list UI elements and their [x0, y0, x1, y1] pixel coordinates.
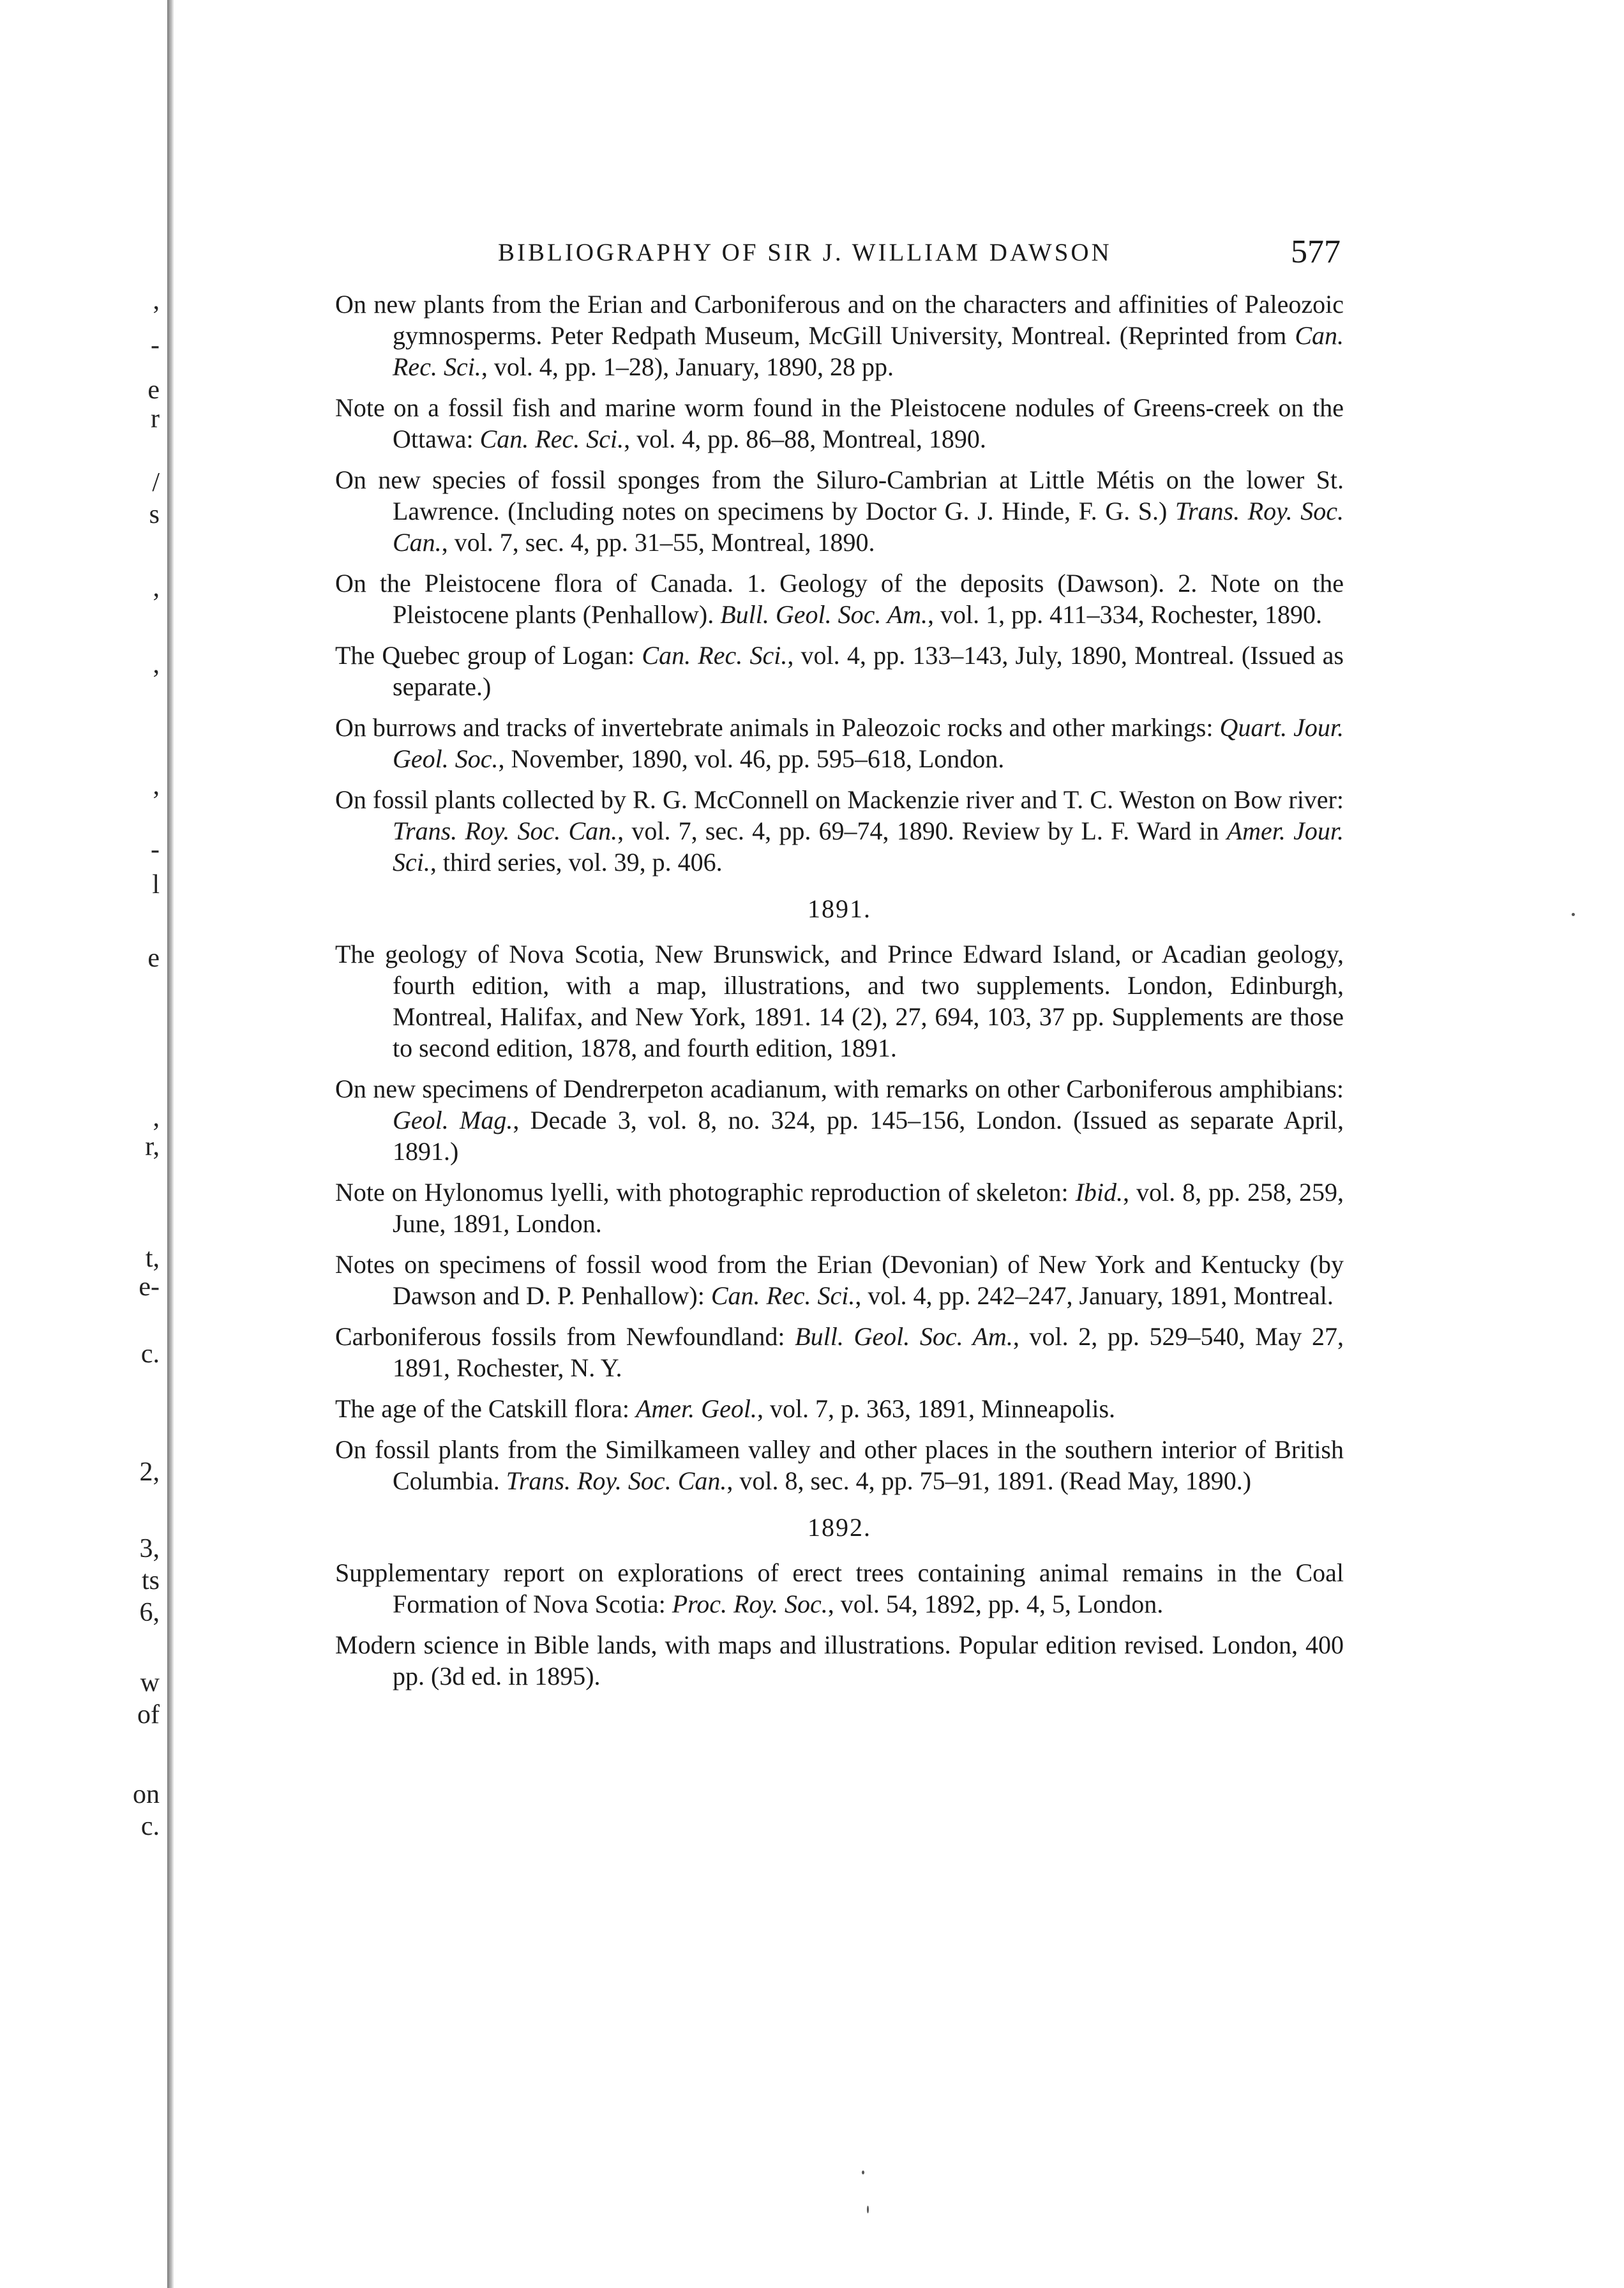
journal-citation: Amer. Geol. [635, 1394, 757, 1423]
facing-page-fragment: , [153, 573, 160, 603]
facing-page-fragment: l [152, 870, 160, 899]
bibliography-entry: The Quebec group of Logan: Can. Rec. Sci., vol. 4, pp. 133–143, July, 1890, Montreal. (Issued as separate.) [335, 641, 1344, 701]
bibliography-entry: Supplementary report on explorations of erect trees containing animal remains in the Coal Formation of Nova Scotia: Proc. Roy. Soc., vol. 54, 1892, pp. 4, 5, London. [335, 1558, 1344, 1618]
facing-page-fragment: , [153, 650, 160, 679]
facing-page-fragments [0, 0, 160, 2288]
bibliography-entry: On fossil plants from the Similkameen valley and other places in the southern interior of British Columbia. Trans. Roy. Soc. Can., vol. 8, sec. 4, pp. 75–91, 1891. (Read May, 1890.) [335, 1435, 1344, 1495]
facing-page-fragment: 2, [139, 1457, 160, 1487]
facing-page-fragment: e [147, 375, 160, 405]
journal-citation: Can. Rec. Sci. [393, 321, 1344, 381]
facing-page-fragment: , [153, 1103, 160, 1133]
facing-page-fragment: - [151, 331, 160, 360]
running-title: BIBLIOGRAPHY OF SIR J. WILLIAM DAWSON [498, 239, 1112, 266]
bibliography-entry: Note on Hylonomus lyelli, with photographic reproduction of skeleton: Ibid., vol. 8, pp. 258, 259, June, 1891, London. [335, 1178, 1344, 1238]
bibliography-entry: The age of the Catskill flora: Amer. Geol., vol. 7, p. 363, 1891, Minneapolis. [335, 1394, 1116, 1423]
journal-citation: Trans. Roy. Soc. Can. [393, 817, 618, 845]
journal-citation: Quart. Jour. Geol. Soc. [393, 713, 1344, 773]
journal-citation: Bull. Geol. Soc. Am. [795, 1322, 1013, 1351]
facing-page-fragment: , [153, 771, 160, 801]
bibliography-entry: Carboniferous fossils from Newfoundland: Bull. Geol. Soc. Am., vol. 2, pp. 529–540, May 27, 1891, Rochester, N. Y. [335, 1322, 1344, 1382]
bibliography-entry: On the Pleistocene flora of Canada. 1. Geology of the deposits (Dawson). 2. Note on the Pleistocene plants (Penhallow). Bull. Geol. Soc. Am., vol. 1, pp. 411–334, Rochester, 1890. [335, 569, 1344, 629]
journal-citation: Can. Rec. Sci. [710, 1281, 855, 1310]
facing-page-fragment: r, [145, 1132, 160, 1161]
bibliography-entry: On fossil plants collected by R. G. McConnell on Mackenzie river and T. C. Weston on Bow river: Trans. Roy. Soc. Can., vol. 7, sec. 4, pp. 69–74, 1890. Review by L. F. Ward in Amer. Jour. Sci., third series, vol. 39, p. 406. [335, 785, 1344, 877]
scan-speck [867, 2206, 869, 2213]
bibliography-entry: On new species of fossil sponges from the Siluro-Cambrian at Little Métis on the lower St. Lawrence. (Including notes on specimens by Doctor G. J. Hinde, F. G. S.) Trans. Roy. Soc. Can., vol. 7, sec. 4, pp. 31–55, Montreal, 1890. [335, 465, 1344, 557]
year-heading: 1892. [808, 1513, 871, 1542]
facing-page-fragment: t, [145, 1244, 160, 1273]
journal-citation: Geol. Mag. [393, 1106, 513, 1134]
page-gutter-shadow [167, 0, 172, 2288]
bibliography-entry: The geology of Nova Scotia, New Brunswick, and Prince Edward Island, or Acadian geology, fourth edition, with a map, illustrations, and two supplements. London, Edinburgh, Montreal, Halifax, and New York, 1891. 14 (2), 27, 694, 103, 37 pp. Supplements are those to second edition, 1878, and fourth edition, 1891. [335, 940, 1344, 1062]
bibliography-entry: Note on a fossil fish and marine worm found in the Pleistocene nodules of Greens-creek on the Ottawa: Can. Rec. Sci., vol. 4, pp. 86–88, Montreal, 1890. [335, 393, 1344, 453]
scan-speck [862, 2171, 864, 2174]
bibliography-entry: Modern science in Bible lands, with maps and illustrations. Popular edition revised. London, 400 pp. (3d ed. in 1895). [335, 1630, 1344, 1690]
facing-page-fragment: , [153, 286, 160, 315]
facing-page-fragment: s [149, 500, 160, 529]
journal-citation: Can. Rec. Sci. [642, 641, 788, 670]
year-heading: 1891. [808, 894, 871, 923]
facing-page-fragment: 6, [139, 1598, 160, 1627]
facing-page-fragment: e [147, 944, 160, 973]
facing-page-fragment: / [152, 468, 160, 497]
facing-page-fragment: - [151, 835, 160, 864]
bibliography-entry: Notes on specimens of fossil wood from the Erian (Devonian) of New York and Kentucky (by Dawson and D. P. Penhallow): Can. Rec. Sci., vol. 4, pp. 242–247, January, 1891, Montreal. [335, 1250, 1344, 1310]
facing-page-fragment: on [133, 1780, 160, 1809]
facing-page-fragment: r [151, 404, 160, 433]
facing-page-fragment: 3, [139, 1534, 160, 1563]
page-gutter-line [172, 0, 174, 2288]
running-head [498, 233, 1341, 271]
journal-citation: Bull. Geol. Soc. Am. [720, 600, 928, 629]
journal-citation: Proc. Roy. Soc. [672, 1590, 828, 1618]
bibliography-body [335, 289, 1344, 1701]
facing-page-fragment: c. [140, 1339, 160, 1369]
scan-speck [1572, 913, 1575, 916]
journal-citation: Trans. Roy. Soc. Can. [506, 1466, 727, 1495]
bibliography-entry: On new plants from the Erian and Carboniferous and on the characters and affinities of Paleozoic gymnosperms. Peter Redpath Museum, McGill University, Montreal. (Reprinted from Can. Rec. Sci., vol. 4, pp. 1–28), January, 1890, 28 pp. [335, 290, 1344, 381]
bibliography-entry: On new specimens of Dendrerpeton acadianum, with remarks on other Carboniferous amphibians: Geol. Mag., Decade 3, vol. 8, no. 324, pp. 145–156, London. (Issued as separate April, 1891.) [335, 1074, 1344, 1166]
facing-page-fragment: ts [141, 1566, 160, 1595]
page-number: 577 [1291, 234, 1341, 270]
journal-citation: Can. Rec. Sci. [479, 425, 624, 453]
journal-citation: Amer. Jour. Sci. [393, 817, 1344, 877]
facing-page-fragment: e- [139, 1272, 160, 1302]
journal-citation: Trans. Roy. Soc. Can. [393, 497, 1344, 557]
journal-citation: Ibid. [1075, 1178, 1124, 1207]
facing-page-fragment: c. [140, 1812, 160, 1841]
facing-page-fragment: of [137, 1700, 160, 1729]
facing-page-fragment: w [140, 1668, 160, 1697]
bibliography-entry: On burrows and tracks of invertebrate animals in Paleozoic rocks and other markings: Quart. Jour. Geol. Soc., November, 1890, vol. 46, pp. 595–618, London. [335, 713, 1344, 773]
